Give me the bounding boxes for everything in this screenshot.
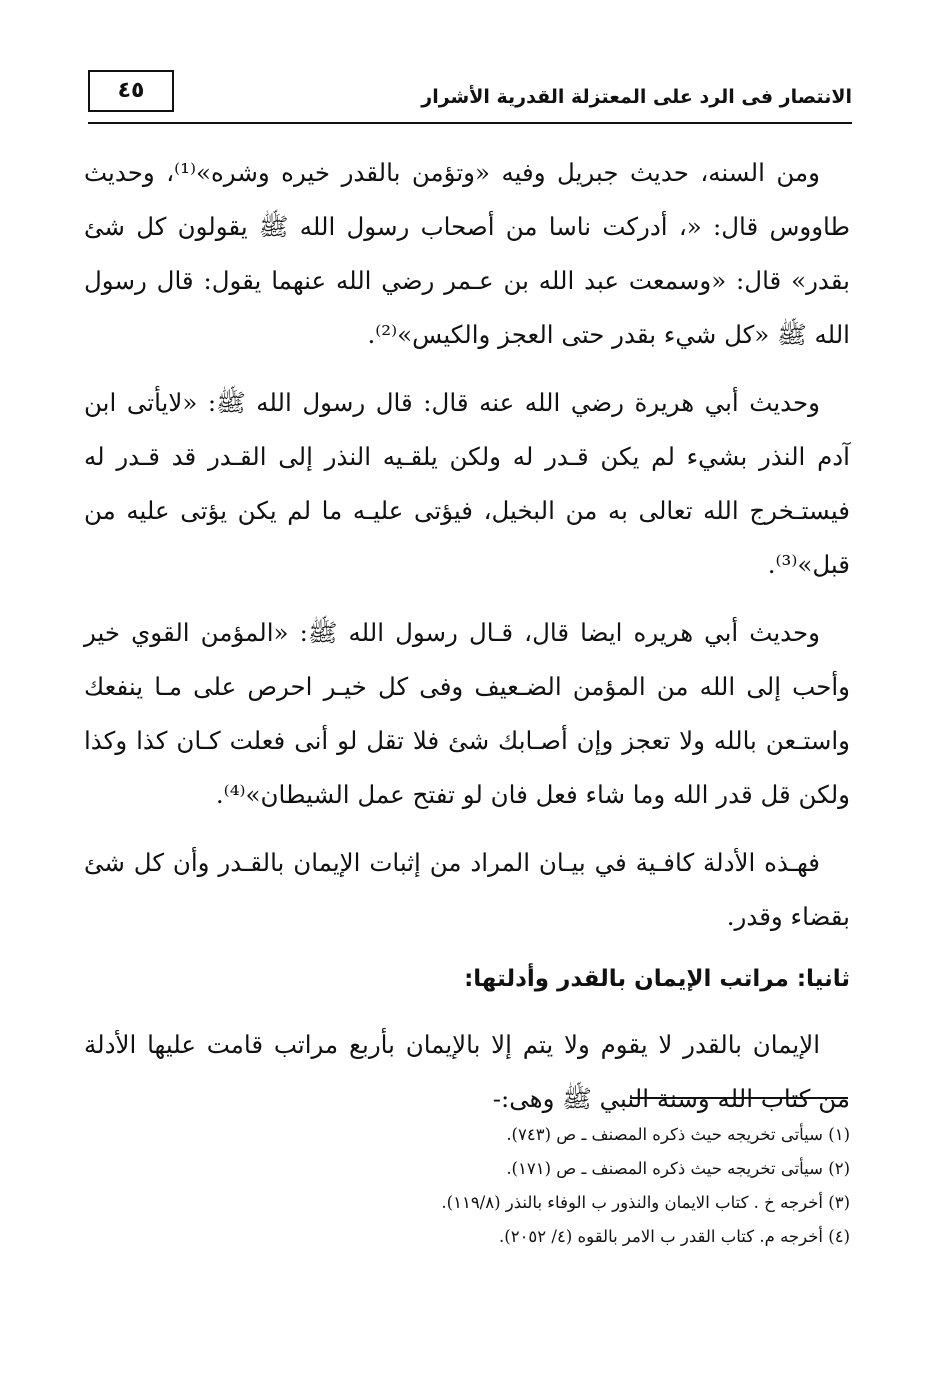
section-heading: ثانيا: مراتب الإيمان بالقدر وأدلتها: bbox=[464, 966, 850, 992]
running-title: الانتصار فى الرد على المعتزلة القدرية الأشرار bbox=[421, 86, 852, 108]
paragraph-4: فهـذه الأدلة كافـية في بيـان المراد من إثبات الإيمان بالقـدر وأن كل شئ بقضاء وقدر. bbox=[84, 848, 850, 931]
paragraph-5: الإيمان بالقدر لا يقوم ولا يتم إلا بالإيمان بأربع مراتب قامت عليها الأدلة من كتاب الله وسنة النبي ﷺ وهى:- bbox=[84, 1030, 850, 1113]
paragraph-2: وحديث أبي هريرة رضي الله عنه قال: قال رسول الله ﷺ: «لايأتى ابن آدم النذر بشيء لم يكن قـدر له ولكن يلقـيه النذر إلى القـدر قد قـدر له فيستـخرج الله تعالى به من البخيل، فيؤتى عليـه ما لم يكن يؤتى عليه من قبل»⁽³⁾. bbox=[84, 388, 850, 579]
footnote-2: (٢) سيأتى تخريجه حيث ذكره المصنف ـ ص (١٧١). bbox=[506, 1159, 850, 1178]
page-number: ٤٥ bbox=[88, 70, 174, 112]
footnote-1: (١) سيأتى تخريجه حيث ذكره المصنف ـ ص (٧٤٣). bbox=[506, 1125, 850, 1144]
page-header bbox=[88, 70, 852, 128]
paragraph-3: وحديث أبي هريره ايضا قال، قـال رسول الله ﷺ: «المؤمن القوي خير وأحب إلى الله من المؤمن الضـعيف وفى كل خيـر احرص على مـا ينفعك واستـعن بالله ولا تعجز وإن أصـابك شئ فلا تقل لو أنى فعلت كـان كذا وكذا ولكن قل قدر الله وما شاء فعل فان لو تفتح عمل الشيطان»⁽⁴⁾. bbox=[84, 618, 850, 809]
footnote-3: (٣) أخرجه خ . كتاب الايمان والنذور ب الوفاء بالنذر (١١٩/٨). bbox=[441, 1193, 850, 1212]
header-divider bbox=[88, 122, 852, 124]
footnote-divider bbox=[630, 1097, 848, 1099]
paragraph-1: ومن السنه، حديث جبريل وفيه «وتؤمن بالقدر خيره وشره»⁽¹⁾، وحديث طاووس قال: «، أدركت ناسا من أصحاب رسول الله ﷺ يقولون كل شئ بقدر» قال: «وسمعت عبد الله بن عـمر رضي الله عنهما يقول: قال رسول الله ﷺ «كل شيء بقدر حتى العجز والكيس»⁽²⁾. bbox=[84, 158, 850, 349]
main-text bbox=[84, 146, 850, 1140]
footnote-4: (٤) أخرجه م. كتاب القدر ب الامر بالقوه (٤/ ٢٠٥٢). bbox=[499, 1227, 850, 1246]
footnotes bbox=[84, 1118, 850, 1254]
